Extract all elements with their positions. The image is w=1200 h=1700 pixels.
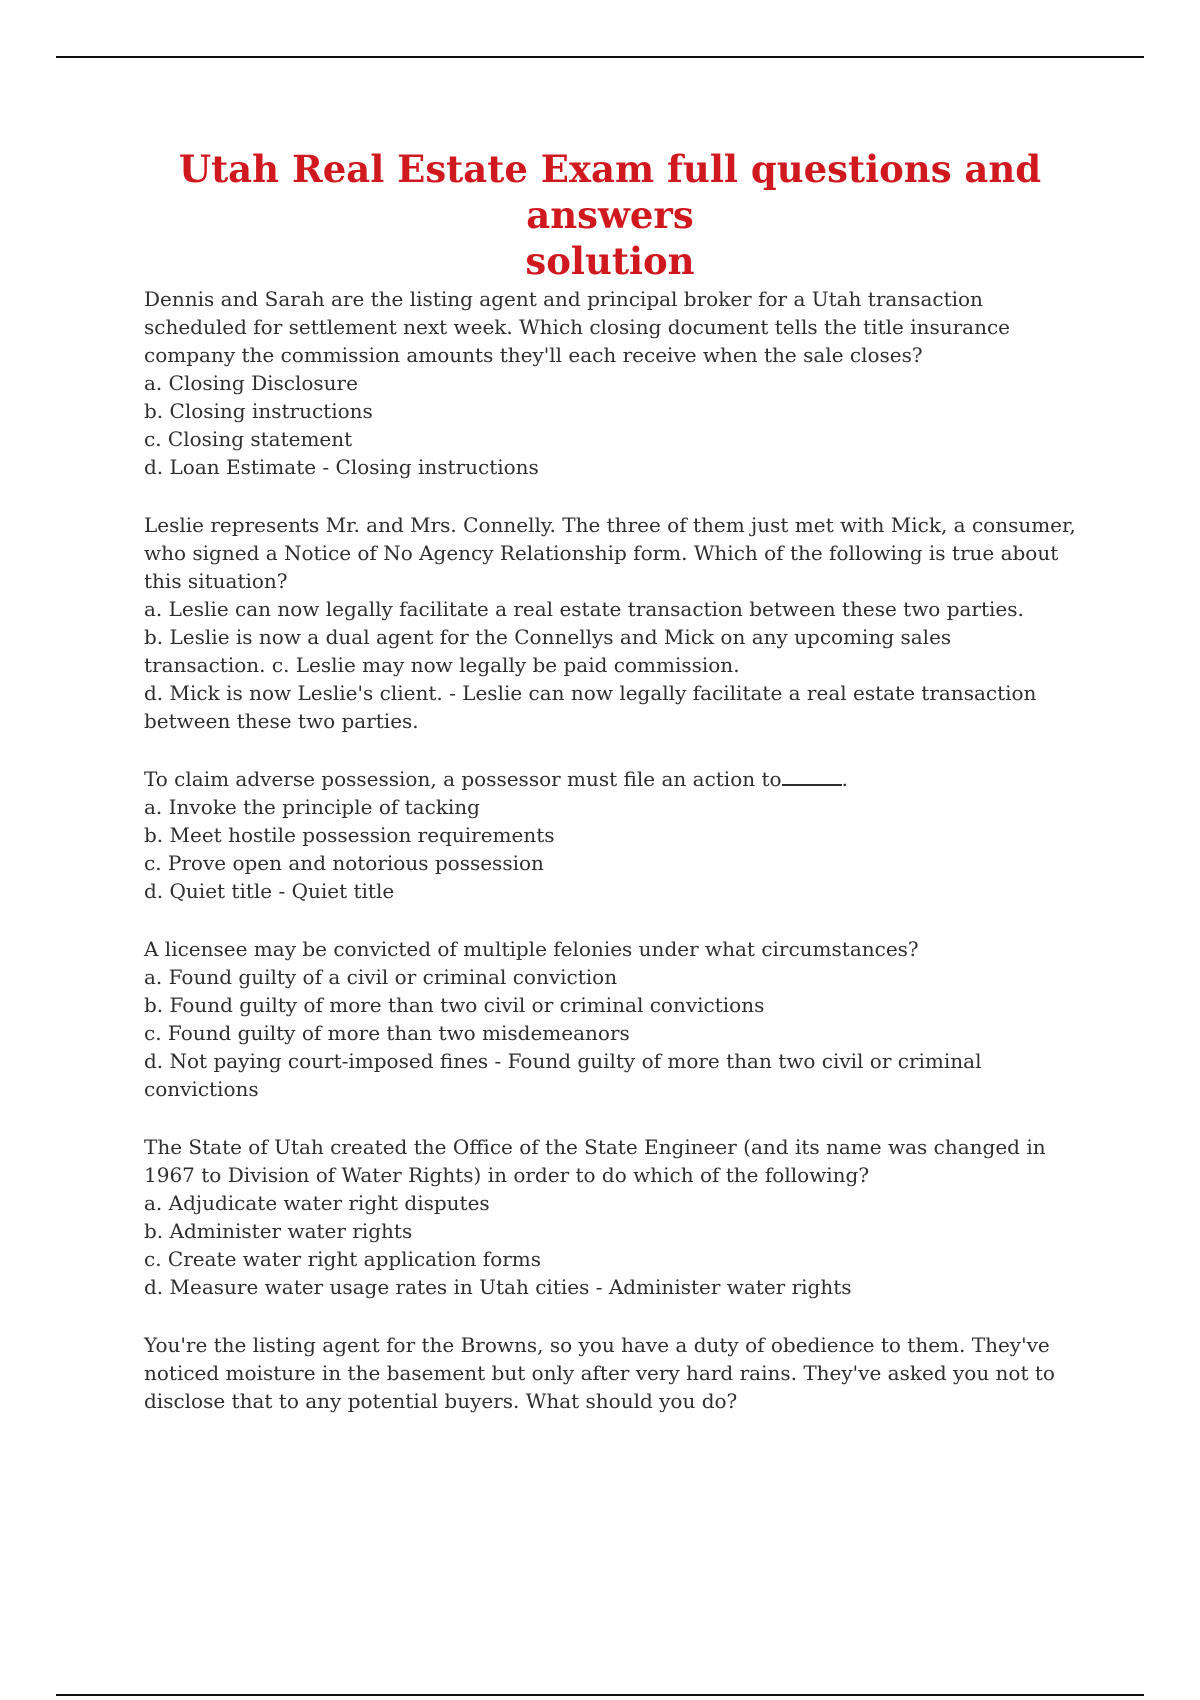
question-1-option-a: a. Closing Disclosure xyxy=(144,371,358,395)
document-title xyxy=(100,146,1120,284)
question-5-stem-line-2: 1967 to Division of Water Rights) in order to do which of the following? xyxy=(144,1163,870,1187)
question-2-stem-line-3: this situation? xyxy=(144,569,288,593)
answer-blank xyxy=(782,766,842,786)
question-1-option-d-answer: d. Loan Estimate - Closing instructions xyxy=(144,455,539,479)
question-2-option-d-answer: d. Mick is now Leslie's client. - Leslie can now legally facilitate a real estate transaction xyxy=(144,681,1037,705)
question-3-option-b: b. Meet hostile possession requirements xyxy=(144,823,555,847)
question-5 xyxy=(144,1133,1084,1301)
question-2-option-b-c: transaction. c. Leslie may now legally be paid commission. xyxy=(144,653,740,677)
question-2-stem-line-2: who signed a Notice of No Agency Relationship form. Which of the following is true about xyxy=(144,541,1059,565)
question-6-stem-line-2: noticed moisture in the basement but only after very hard rains. They've asked you not to xyxy=(144,1361,1055,1385)
question-1 xyxy=(144,285,1084,481)
question-5-option-c: c. Create water right application forms xyxy=(144,1247,542,1271)
question-5-option-d-answer: d. Measure water usage rates in Utah cities - Administer water rights xyxy=(144,1275,852,1299)
question-6 xyxy=(144,1331,1084,1415)
question-3-stem-text: To claim adverse possession, a possessor must file an action to xyxy=(144,767,782,791)
question-4-answer-cont: convictions xyxy=(144,1077,259,1101)
question-2 xyxy=(144,511,1084,735)
question-3-option-d-answer: d. Quiet title - Quiet title xyxy=(144,879,395,903)
question-1-option-b: b. Closing instructions xyxy=(144,399,373,423)
question-1-stem-line-2: scheduled for settlement next week. Which closing document tells the title insurance xyxy=(144,315,1011,339)
question-5-option-a: a. Adjudicate water right disputes xyxy=(144,1191,490,1215)
question-3-option-c: c. Prove open and notorious possession xyxy=(144,851,544,875)
question-1-stem-line-1: Dennis and Sarah are the listing agent and principal broker for a Utah transaction xyxy=(144,287,983,311)
title-line-2: solution xyxy=(525,239,695,283)
question-4-option-a: a. Found guilty of a civil or criminal conviction xyxy=(144,965,618,989)
question-2-option-b: b. Leslie is now a dual agent for the Connellys and Mick on any upcoming sales xyxy=(144,625,952,649)
question-6-stem-line-3: disclose that to any potential buyers. What should you do? xyxy=(144,1389,738,1413)
question-3 xyxy=(144,765,1084,905)
question-2-option-a: a. Leslie can now legally facilitate a real estate transaction between these two parties. xyxy=(144,597,1024,621)
question-2-answer-cont: between these two parties. xyxy=(144,709,419,733)
question-4-option-c: c. Found guilty of more than two misdemeanors xyxy=(144,1021,630,1045)
question-6-stem-line-1: You're the listing agent for the Browns, so you have a duty of obedience to them. They've xyxy=(144,1333,1050,1357)
bottom-rule xyxy=(56,1694,1144,1696)
document-body xyxy=(144,285,1084,1445)
question-5-stem-line-1: The State of Utah created the Office of the State Engineer (and its name was changed in xyxy=(144,1135,1046,1159)
question-4-stem: A licensee may be convicted of multiple felonies under what circumstances? xyxy=(144,937,919,961)
title-line-1: Utah Real Estate Exam full questions and answers xyxy=(178,147,1055,237)
question-3-option-a: a. Invoke the principle of tacking xyxy=(144,795,480,819)
top-rule xyxy=(56,56,1144,58)
question-3-stem-period: . xyxy=(841,767,848,791)
question-3-stem xyxy=(144,765,1084,793)
question-4 xyxy=(144,935,1084,1103)
question-4-option-d-answer: d. Not paying court-imposed fines - Found guilty of more than two civil or criminal xyxy=(144,1049,982,1073)
question-5-option-b: b. Administer water rights xyxy=(144,1219,413,1243)
question-2-stem-line-1: Leslie represents Mr. and Mrs. Connelly. The three of them just met with Mick, a consumer, xyxy=(144,513,1076,537)
question-1-stem-line-3: company the commission amounts they'll each receive when the sale closes? xyxy=(144,343,923,367)
question-1-option-c: c. Closing statement xyxy=(144,427,353,451)
question-4-option-b: b. Found guilty of more than two civil or criminal convictions xyxy=(144,993,765,1017)
